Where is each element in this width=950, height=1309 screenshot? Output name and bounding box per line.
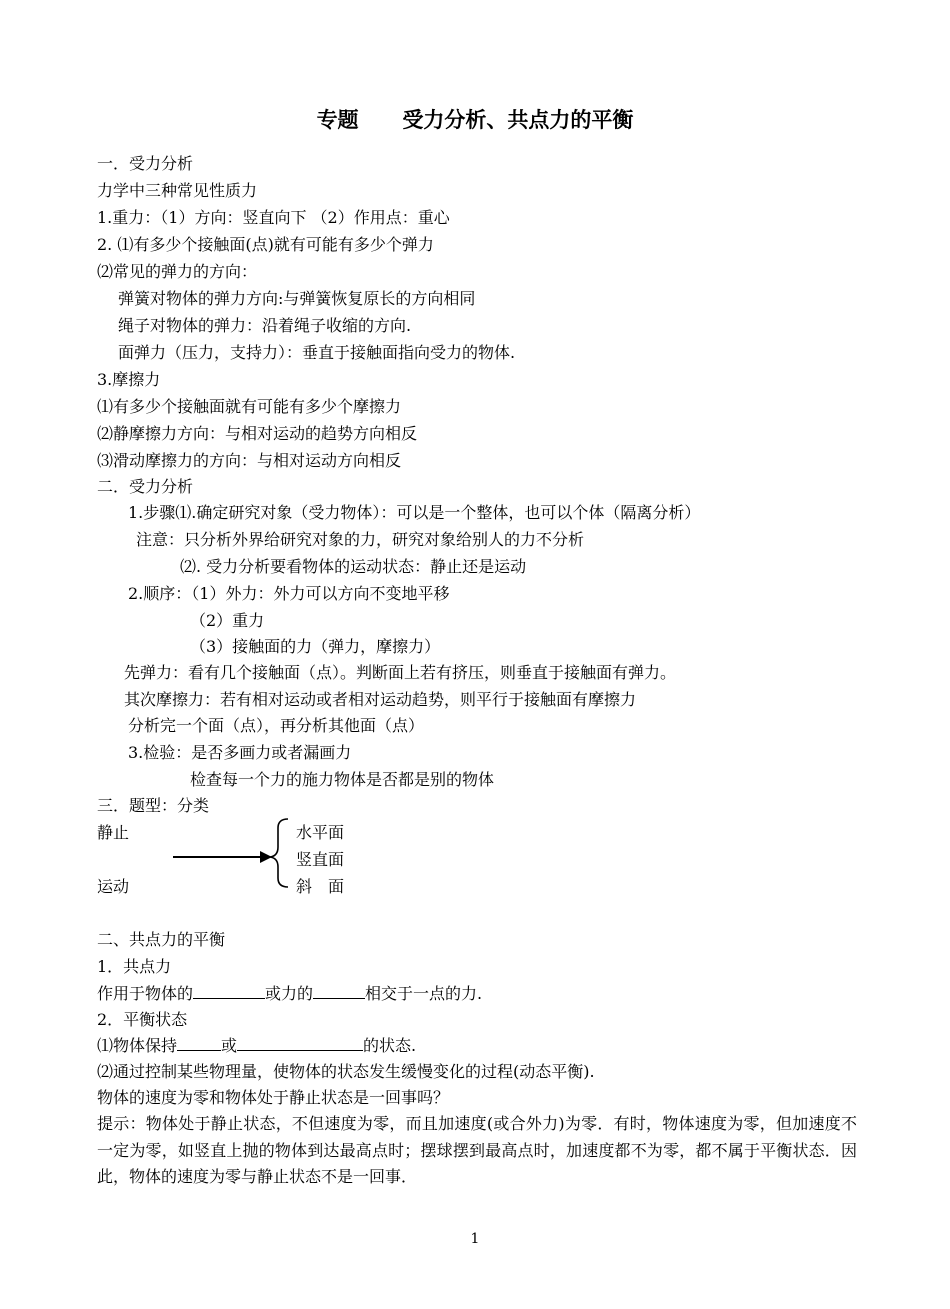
step2-line: ⑵. 受力分析要看物体的运动状态：静止还是运动 xyxy=(180,557,527,576)
page-title: 专题 受力分析、共点力的平衡 xyxy=(316,108,634,132)
label-incline: 斜 面 xyxy=(296,877,345,896)
spring-line: 弹簧对物体的弹力方向:与弹簧恢复原长的方向相同 xyxy=(118,289,476,308)
question-line: 物体的速度为零和物体处于静止状态是一回事吗？ xyxy=(97,1088,450,1107)
intro-line: 力学中三种常见性质力 xyxy=(97,181,258,200)
brace xyxy=(270,819,288,887)
order-line-3: （3）接触面的力（弹力，摩擦力） xyxy=(190,637,441,656)
rope-line: 绳子对物体的弹力：沿着绳子收缩的方向. xyxy=(118,316,412,335)
section-heading-types: 三．题型：分类 xyxy=(97,796,210,815)
order-line-2: （2）重力 xyxy=(190,611,265,630)
blank-4 xyxy=(237,1036,363,1051)
friction-heading: 3.摩擦力 xyxy=(97,370,161,389)
page-number: 1 xyxy=(470,1231,480,1247)
concurrent-definition xyxy=(97,984,482,1004)
step1-line: 1.步骤⑴.确定研究对象（受力物体）：可以是一个整体，也可以个体（隔离分析） xyxy=(128,503,701,522)
blank-2 xyxy=(313,984,365,999)
state-text-a: ⑴物体保持 xyxy=(97,1036,178,1055)
then-friction-line: 其次摩擦力：若有相对运动或者相对运动趋势，则平行于接触面有摩擦力 xyxy=(124,690,637,709)
def-text-b: 或力的 xyxy=(265,984,314,1003)
section-heading-force-analysis: 一．受力分析 xyxy=(97,154,194,173)
gravity-line: 1.重力：（1）方向：竖直向下 （2）作用点：重心 xyxy=(97,208,450,227)
analyze-surface-line: 分析完一个面（点），再分析其他面（点） xyxy=(128,716,425,735)
equilibrium-state xyxy=(97,1036,416,1056)
blank-1 xyxy=(193,984,265,999)
label-moving: 运动 xyxy=(97,877,130,896)
elastic-line-1: 2. ⑴有多少个接触面(点)就有可能有多少个弹力 xyxy=(97,235,434,254)
hint-paragraph: 提示：物体处于静止状态，不但速度为零，而且加速度(或合外力)为零．有时，物体速度为零，但加速度不一定为零，如竖直上抛的物体到达最高点时；摆球摆到最高点时，加速度都不为零，都不属于平衡状态．因此，物体的速度为零与静止状态不是一回事． xyxy=(97,1114,857,1186)
section-heading-analysis: 二．受力分析 xyxy=(97,477,194,496)
label-vertical: 竖直面 xyxy=(296,850,345,869)
check-line: 3.检验：是否多画力或者漏画力 xyxy=(128,743,352,762)
blank-3 xyxy=(177,1036,221,1051)
state-text-b: 或 xyxy=(221,1036,238,1055)
label-static: 静止 xyxy=(97,823,130,842)
friction-line-3: ⑶滑动摩擦力的方向：与相对运动方向相反 xyxy=(97,451,402,470)
equilibrium-heading: 2．平衡状态 xyxy=(97,1010,188,1029)
elastic-line-2: ⑵常见的弹力的方向： xyxy=(97,262,258,281)
dynamic-line: ⑵通过控制某些物理量，使物体的状态发生缓慢变化的过程(动态平衡). xyxy=(97,1062,595,1081)
friction-line-2: ⑵静摩擦力方向：与相对运动的趋势方向相反 xyxy=(97,424,418,443)
check-line-2: 检查每一个力的施力物体是否都是别的物体 xyxy=(190,770,495,789)
part2-heading: 二、共点力的平衡 xyxy=(97,930,226,949)
def-text-c: 相交于一点的力. xyxy=(365,984,483,1003)
surface-line: 面弹力（压力，支持力）：垂直于接触面指向受力的物体. xyxy=(118,343,516,362)
friction-line-1: ⑴有多少个接触面就有可能有多少个摩擦力 xyxy=(97,397,402,416)
order-line-1: 2.顺序：（1）外力：外力可以方向不变地平移 xyxy=(128,584,450,603)
concurrent-heading: 1．共点力 xyxy=(97,957,172,976)
def-text-a: 作用于物体的 xyxy=(97,984,194,1003)
state-text-c: 的状态. xyxy=(363,1036,417,1055)
label-horizontal: 水平面 xyxy=(296,823,345,842)
first-elastic-line: 先弹力：看有几个接触面（点）。判断面上若有挤压，则垂直于接触面有弹力。 xyxy=(124,663,677,682)
note-line: 注意：只分析外界给研究对象的力，研究对象给别人的力不分析 xyxy=(136,530,585,549)
